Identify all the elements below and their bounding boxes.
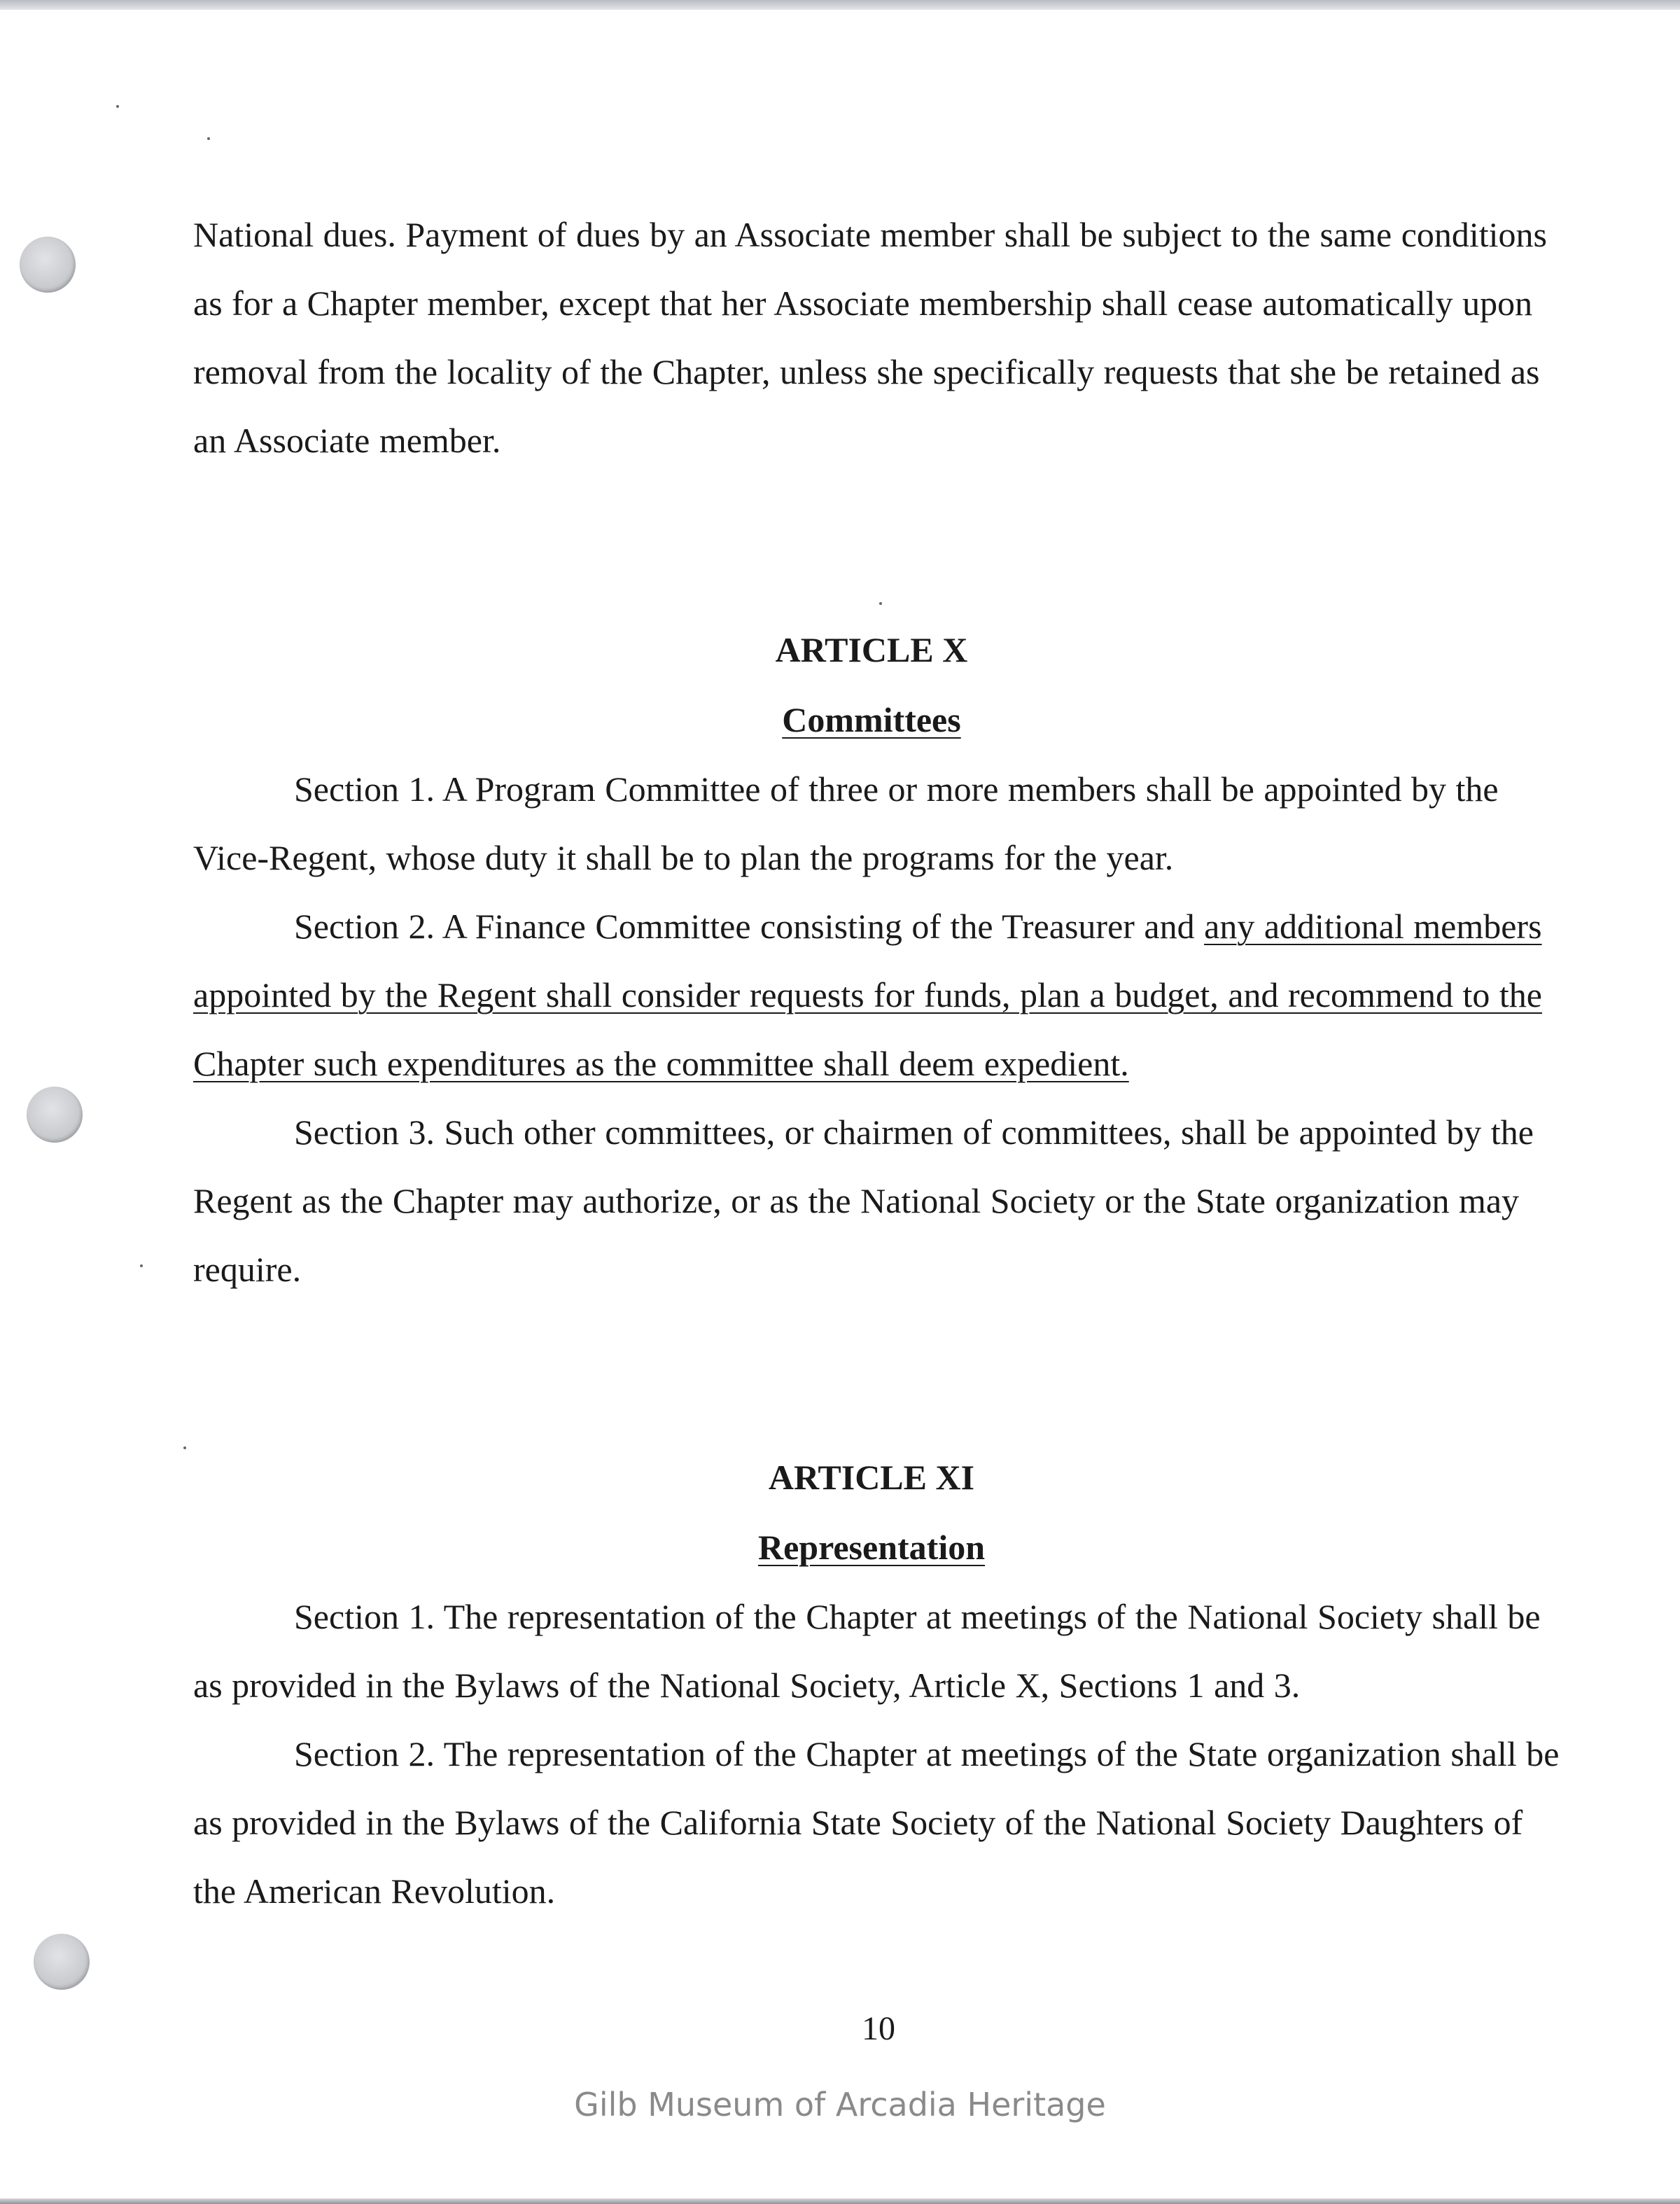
intro-paragraph: National dues. Payment of dues by an Associate member shall be subject to the same conditions as for a Chapter member, except that her Associate membership shall cease automatically upon removal from the locality of the Chapter, unless she specifically requests that she be retained as an Associate member. <box>193 215 1548 460</box>
scan-speck <box>183 1446 186 1449</box>
scan-speck <box>116 105 119 108</box>
article-xi-title: ARTICLE XI <box>768 1458 975 1497</box>
scan-speck <box>879 602 882 605</box>
scan-edge-bottom <box>0 2198 1680 2204</box>
article-x-title: ARTICLE X <box>775 630 968 669</box>
article-xi-subtitle: Representation <box>757 1528 986 1567</box>
scan-speck <box>207 137 210 140</box>
punch-hole-bottom <box>34 1934 90 1990</box>
article-x-section-2-text: Section 2. A Finance Committee consisting of the Treasurer and <box>294 907 1205 946</box>
page-number: 10 <box>862 2010 895 2047</box>
article-x-section-3: Section 3. Such other committees, or chairmen of committees, shall be appointed by the Regent as the Chapter may authorize, or as the National Society or the State organization may require. <box>193 1113 1534 1289</box>
article-x-section-1: Section 1. A Program Committee of three or more members shall be appointed by the Vice-Regent, whose duty it shall be to plan the programs for the year. <box>193 769 1499 877</box>
museum-watermark: Gilb Museum of Arcadia Heritage <box>574 2086 1106 2123</box>
article-x-section-2-underlined: any additional members appointed by the Regent shall consider requests for funds, plan a budget, and recommend to the Chapter such expenditures as the committee shall deem expedient. <box>193 907 1542 1083</box>
punch-hole-middle <box>27 1087 83 1143</box>
article-x-subtitle: Committees <box>782 700 961 739</box>
article-xi-section-1: Section 1. The representation of the Chapter at meetings of the National Society shall be as provided in the Bylaws of the National Society, Article X, Sections 1 and 3. <box>193 1597 1541 1705</box>
article-xi-section-2: Section 2. The representation of the Chapter at meetings of the State organization shall be as provided in the Bylaws of the California State Society of the National Society Daughters of the American Revolution. <box>193 1734 1560 1911</box>
scan-edge-top <box>0 0 1680 10</box>
scan-speck <box>140 1264 143 1267</box>
punch-hole-top <box>20 237 76 293</box>
article-x-section-2 <box>193 892 1565 1098</box>
